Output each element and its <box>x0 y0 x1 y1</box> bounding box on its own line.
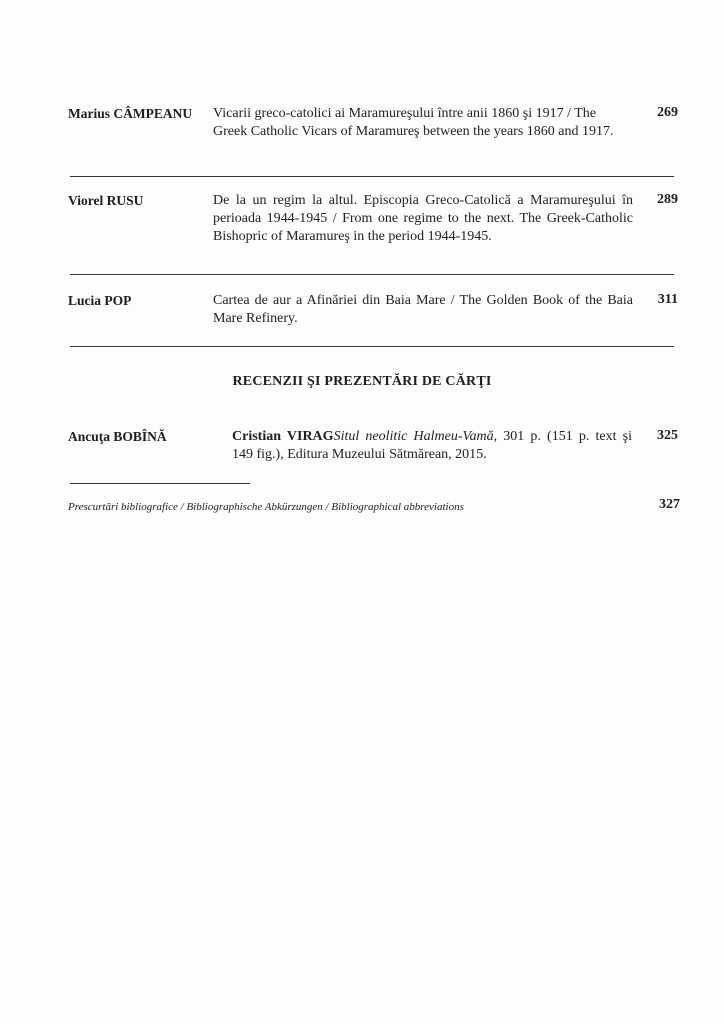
section-heading: RECENZII ŞI PREZENTĂRI DE CĂRŢI <box>232 374 492 389</box>
entry-page-number: 289 <box>657 192 678 207</box>
entry-title: Vicarii greco-catolici ai Maramureşului între anii 1860 şi 1917 / The Greek Catholic Vicars of Maramureş between the years 1860 and 1917. <box>213 106 614 139</box>
review-citation <box>232 428 632 464</box>
entry-title: Cartea de aur a Afinăriei din Baia Mare / The Golden Book of the Baia Mare Refinery. <box>213 293 633 326</box>
book-details: , 301 p. (151 p. text şi 149 fig.), Editura Muzeului Sătmărean, 2015. <box>232 429 632 462</box>
divider <box>70 274 674 275</box>
divider <box>70 346 674 347</box>
divider <box>70 176 674 177</box>
entry-page-number: 269 <box>657 105 678 120</box>
abbreviations-title: Prescurtări bibliografice / Bibliographische Abkürzungen / Bibliographical abbreviations <box>68 501 464 513</box>
review-author: Ancuţa BOBÎNĂ <box>68 429 167 444</box>
book-author: Cristian VIRAG <box>232 429 334 444</box>
entry-author: Lucia POP <box>68 293 132 308</box>
entry-author: Viorel RUSU <box>68 193 144 208</box>
short-divider <box>70 483 250 484</box>
review-page-number: 325 <box>657 428 678 443</box>
entry-title: De la un regim la altul. Episcopia Greco-Catolică a Maramureşului în perioada 1944-1945 / From one regime to the next. The Greek-Catholic Bishopric of Maramureş in the period 1944-1945. <box>213 193 633 244</box>
abbreviations-page-number: 327 <box>659 497 680 512</box>
book-title: Situl neolitic Halmeu-Vamă <box>333 429 494 444</box>
entry-page-number: 311 <box>657 292 678 307</box>
entry-author: Marius CÂMPEANU <box>68 106 193 121</box>
